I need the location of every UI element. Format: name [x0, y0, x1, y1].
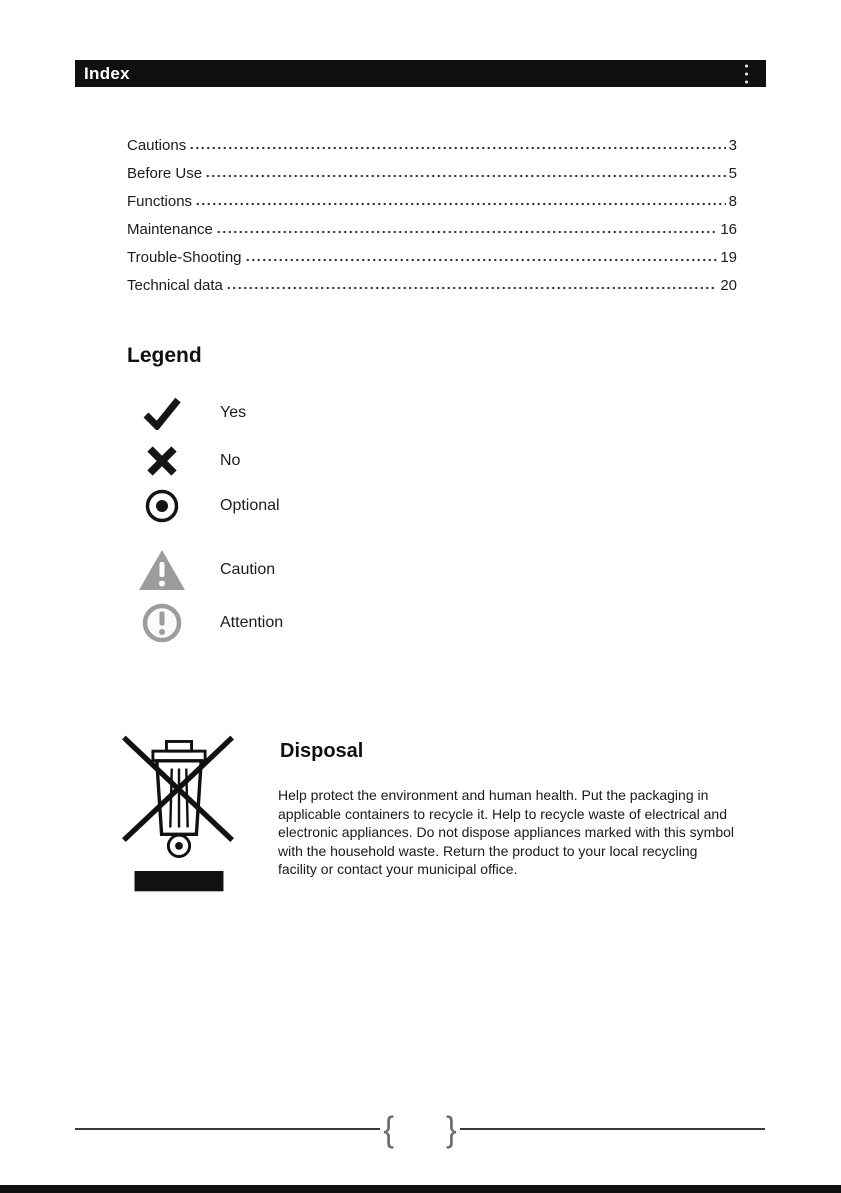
toc-leader-dots [245, 258, 718, 262]
cross-icon [138, 445, 186, 477]
toc-entry-page: 3 [728, 137, 737, 154]
toc-entry-page: 20 [720, 277, 737, 294]
toc-entry [127, 193, 737, 221]
attention-circle-icon [138, 602, 186, 644]
footer-rule-left [75, 1128, 380, 1130]
caution-triangle-icon [138, 549, 186, 591]
legend-item-no [138, 445, 240, 477]
table-of-contents [127, 137, 737, 305]
toc-entry-label: Technical data [127, 277, 223, 294]
vertical-dots-icon [745, 64, 748, 83]
toc-entry-label: Cautions [127, 137, 187, 154]
toc-entry [127, 137, 737, 165]
bottom-edge-bar [0, 1185, 841, 1193]
footer-right-brace: } [446, 1109, 457, 1149]
toc-leader-dots [205, 174, 726, 178]
legend-item-optional [138, 488, 280, 524]
legend-item-label: Optional [220, 497, 280, 514]
toc-entry [127, 277, 737, 305]
toc-entry-page: 5 [728, 165, 737, 182]
toc-entry-label: Functions [127, 193, 193, 210]
footer-left-brace: { [383, 1109, 394, 1149]
legend-item-label: Attention [220, 614, 284, 631]
toc-entry [127, 249, 737, 277]
check-icon [138, 396, 186, 430]
toc-leader-dots [189, 146, 725, 150]
legend-item-label: Caution [220, 561, 276, 578]
legend-heading: Legend [127, 344, 202, 367]
legend-item-yes [138, 396, 246, 430]
option-circle-icon [138, 488, 186, 524]
weee-crossed-bin-icon [121, 726, 237, 905]
legend-item-label: Yes [220, 404, 247, 421]
toc-entry-label: Trouble-Shooting [127, 249, 242, 266]
toc-entry [127, 221, 737, 249]
footer-rule-right [460, 1128, 765, 1130]
page-title: Index [84, 63, 130, 83]
toc-entry-page: 8 [728, 193, 737, 210]
toc-leader-dots [226, 286, 717, 290]
disposal-body-text: Help protect the environment and human health. Put the packaging in applicable containers to recycle it. Help to recycle waste of electrical and electronic appliances. Do not dispose appliances marked with this symbol with the household waste. Return the product to your local recycling facility or contact your municipal office. [278, 787, 735, 877]
toc-leader-dots [216, 230, 717, 234]
legend-item-label: No [220, 452, 241, 469]
toc-entry-page: 19 [720, 249, 737, 266]
page-footer [75, 1110, 765, 1148]
disposal-heading: Disposal [280, 740, 364, 762]
toc-entry [127, 165, 737, 193]
toc-leader-dots [195, 202, 726, 206]
legend-item-caution [138, 549, 275, 591]
toc-entry-label: Maintenance [127, 221, 213, 238]
index-header-bar [75, 60, 766, 87]
legend-item-attention [138, 602, 283, 644]
toc-entry-page: 16 [720, 221, 737, 238]
toc-entry-label: Before Use [127, 165, 203, 182]
